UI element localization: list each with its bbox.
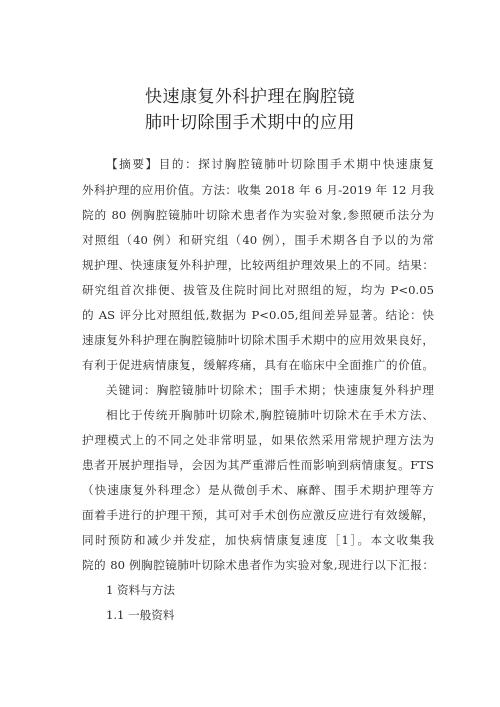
- intro-line: 同时预防和减少并发症，加快病情康复速度［1］。本文收集我: [82, 533, 434, 547]
- intro-line: 面着手进行的护理干预，其可对手术创伤应激反应进行有效缓解，: [82, 508, 434, 522]
- paper-title-line-1: 快速康复外科护理在胸腔镜: [145, 87, 355, 107]
- abstract-line: 【摘要】目的：探讨胸腔镜肺叶切除围手术期中快速康复: [106, 157, 434, 171]
- abstract-line: 规护理、快速康复外科护理，比较两组护理效果上的不同。结果：: [82, 258, 434, 272]
- paper-title-line-2: 肺叶切除围手术期中的应用: [145, 113, 355, 133]
- abstract-line: 院的 80 例胸腔镜肺叶切除术患者作为实验对象,参照硬币法分为: [82, 208, 434, 222]
- section-heading: 1 资料与方法: [106, 583, 176, 597]
- abstract-line: 对照组（40 例）和研究组（40 例），围手术期各自予以的为常: [82, 233, 434, 247]
- intro-line: 院的 80 例胸腔镜肺叶切除术患者作为实验对象,现进行以下汇报：: [82, 558, 434, 572]
- intro-line: （快速康复外科理念）是从微创手术、麻醉、围手术期护理等方: [82, 483, 434, 497]
- abstract-line: 的 AS 评分比对照组低,数据为 P<0.05,组间差异显著。结论：快: [82, 308, 434, 322]
- keywords-line: 关键词：胸腔镜肺叶切除术；围手术期；快速康复外科护理: [106, 383, 434, 397]
- abstract-line: 速康复外科护理在胸腔镜肺叶切除术围手术期中的应用效果良好，: [82, 333, 434, 347]
- abstract-line: 外科护理的应用价值。方法：收集 2018 年 6 月-2019 年 12 月我: [82, 183, 434, 197]
- intro-line: 护理模式上的不同之处非常明显，如果依然采用常规护理方法为: [82, 433, 434, 447]
- subsection-heading: 1.1 一般资料: [106, 608, 175, 622]
- abstract-line: 研究组首次排便、拔管及住院时间比对照组的短，均为 P<0.05: [82, 283, 434, 297]
- abstract-line: 有利于促进病情康复，缓解疼痛，具有在临床中全面推广的价值。: [82, 358, 434, 372]
- intro-line: 患者开展护理指导，会因为其严重滞后性而影响到病情康复。FTS: [82, 458, 434, 472]
- intro-line: 相比于传统开胸肺叶切除术,胸腔镜肺叶切除术在手术方法、: [106, 408, 434, 422]
